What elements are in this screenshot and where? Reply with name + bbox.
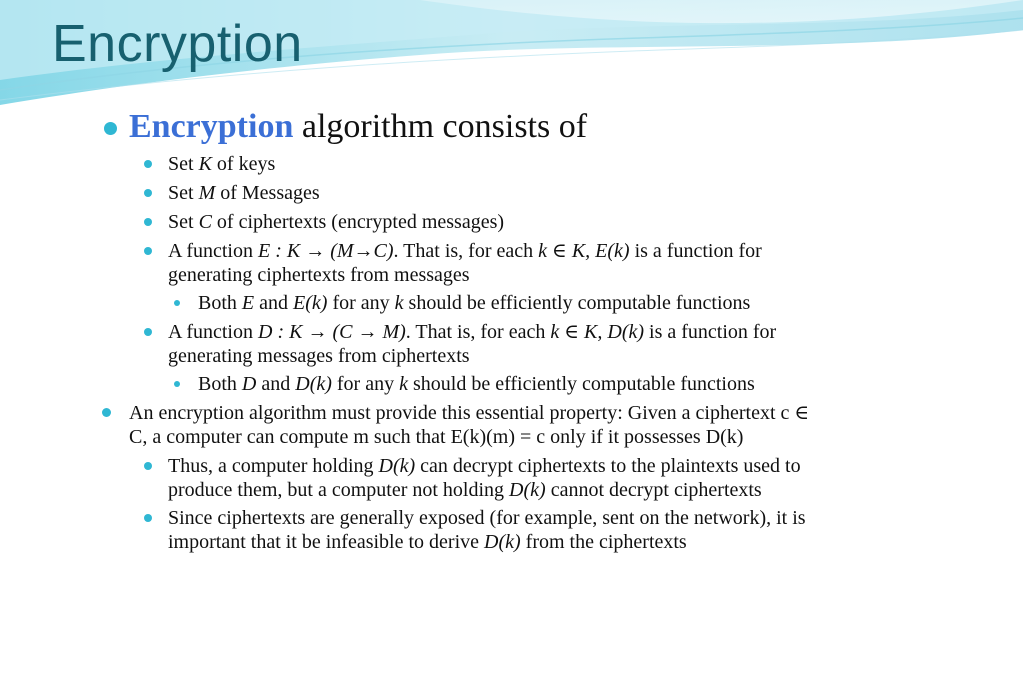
bullet-icon [144, 514, 152, 522]
text: Both [198, 292, 242, 314]
text: is a function for [629, 240, 762, 262]
math-var: k [399, 373, 408, 395]
list-item-function-d [168, 320, 776, 368]
text: for any [331, 373, 400, 395]
list-item-keys [168, 152, 275, 176]
math-var: k [394, 292, 404, 314]
bullet-icon [174, 381, 180, 387]
bullet-icon [104, 122, 117, 135]
text: and [256, 373, 296, 395]
text: generating ciphertexts from messages [168, 264, 470, 286]
text: Since ciphertexts are generally exposed (for example, sent on the network), it is [168, 507, 806, 529]
list-item-since [168, 506, 806, 554]
text: A function [168, 321, 258, 343]
intro-highlight: Encryption [129, 108, 294, 145]
bullet-icon [144, 160, 152, 168]
text: . That is, for each [405, 321, 551, 343]
text: from the ciphertexts [520, 531, 687, 553]
bullet-icon [174, 300, 180, 306]
list-item-both-d [198, 372, 755, 396]
text: of keys [211, 153, 276, 175]
bullet-icon [144, 218, 152, 226]
bullet-icon [144, 328, 152, 336]
text: Set [168, 182, 199, 204]
list-item-both-e [198, 291, 750, 315]
list-item-function-e [168, 239, 762, 287]
math-expression: E : K → (M→C) [258, 240, 394, 262]
intro-line [129, 108, 587, 146]
math-var: D(k) [509, 479, 546, 501]
text: should be efficiently computable functions [407, 373, 755, 395]
text: important that it be infeasible to derive [168, 531, 485, 553]
math-var: D [241, 373, 257, 395]
property-paragraph [129, 401, 809, 449]
text: of Messages [215, 182, 320, 204]
list-item-thus [168, 454, 801, 502]
bullet-icon [144, 462, 152, 470]
text: . That is, for each [393, 240, 539, 262]
text: is a function for [644, 321, 777, 343]
text: Set [168, 211, 199, 233]
bullet-icon [102, 408, 111, 417]
text: cannot decrypt ciphertexts [545, 479, 762, 501]
math-var: E(k) [293, 292, 328, 314]
math-var: C [198, 211, 212, 233]
text: Thus, a computer holding [168, 455, 379, 477]
math-var: E [241, 292, 255, 314]
text: can decrypt ciphertexts to the plaintexts used to [415, 455, 801, 477]
math-expression: k ∈ K, D(k) [550, 321, 645, 343]
math-expression: k ∈ K, E(k) [538, 240, 630, 262]
math-expression: D : K → (C → M) [258, 321, 406, 343]
math-var: D(k) [484, 531, 521, 553]
text: An encryption algorithm must provide this essential property: Given a ciphertext c ∈ [129, 402, 810, 424]
bullet-icon [144, 247, 152, 255]
slide-title: Encryption [52, 15, 303, 73]
text: Set [168, 153, 199, 175]
text: C, a computer can compute m such that E(k)(m) = c only if it possesses D(k) [129, 426, 744, 448]
math-var: D(k) [378, 455, 416, 477]
text: should be efficiently computable functions [403, 292, 751, 314]
text: A function [168, 240, 258, 262]
bullet-icon [144, 189, 152, 197]
text: Both [198, 373, 242, 395]
text: of ciphertexts (encrypted messages) [211, 211, 505, 233]
math-var: K [198, 153, 212, 175]
math-var: D(k) [295, 373, 332, 395]
text: produce them, but a computer not holding [168, 479, 510, 501]
text: generating messages from ciphertexts [168, 345, 470, 367]
text: for any [327, 292, 395, 314]
list-item-ciphertexts [168, 210, 504, 234]
list-item-messages [168, 181, 320, 205]
text: and [254, 292, 294, 314]
intro-rest: algorithm consists of [293, 108, 588, 145]
math-var: M [198, 182, 216, 204]
